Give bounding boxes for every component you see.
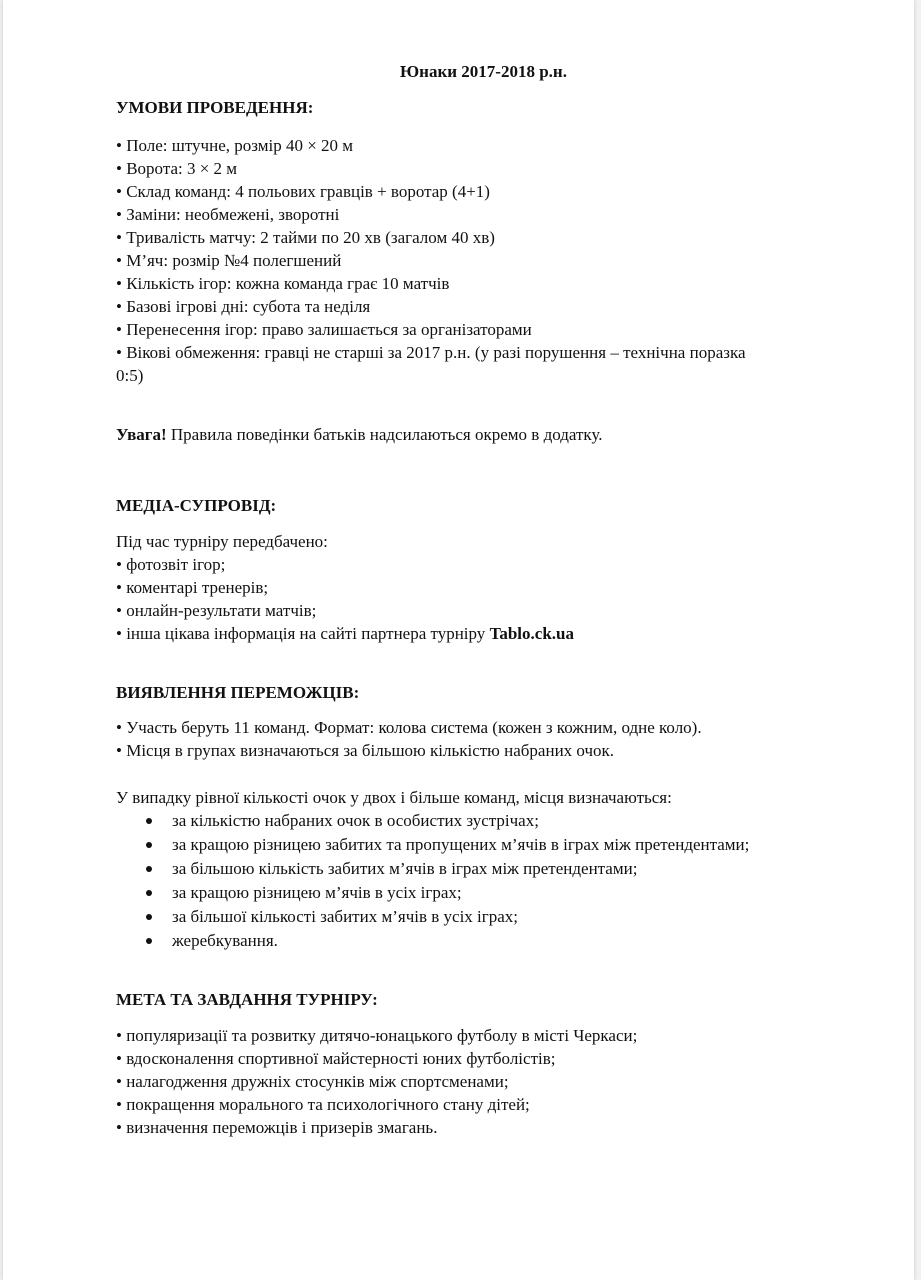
conditions-item: • Ворота: 3 × 2 м	[116, 159, 238, 178]
tiebreak-item: за більшою кількість забитих м’ячів в іграх між претендентами;	[172, 859, 638, 878]
conditions-item: • Кількість ігор: кожна команда грає 10 матчів	[116, 274, 450, 293]
media-item: • онлайн-результати матчів;	[116, 601, 317, 620]
tiebreak-item: за більшої кількості забитих м’ячів в усіх іграх;	[172, 907, 519, 926]
goals-heading: МЕТА ТА ЗАВДАННЯ ТУРНІРУ:	[116, 990, 378, 1009]
document-page	[3, 0, 914, 1280]
goals-item: • визначення переможців і призерів змагань.	[116, 1118, 438, 1137]
notice-label: Увага!	[116, 425, 167, 444]
conditions-item: • Склад команд: 4 польових гравців + воротар (4+1)	[116, 182, 490, 201]
conditions-item: • Тривалість матчу: 2 тайми по 20 хв (загалом 40 хв)	[116, 228, 495, 247]
conditions-item: • Вікові обмеження: гравці не старші за 2017 р.н. (у разі порушення – технічна поразка	[116, 343, 746, 362]
tiebreak-item: за кращою різницею забитих та пропущених м’ячів в іграх між претендентами;	[172, 835, 750, 854]
winners-item: • Місця в групах визначаються за більшою кількістю набраних очок.	[116, 741, 615, 760]
winners-heading: ВИЯВЛЕННЯ ПЕРЕМОЖЦІВ:	[116, 683, 360, 702]
conditions-heading: УМОВИ ПРОВЕДЕННЯ:	[116, 98, 314, 117]
goals-item: • налагодження дружніх стосунків між спортсменами;	[116, 1072, 509, 1091]
partner-site-link[interactable]: Tablo.ck.ua	[489, 624, 574, 643]
goals-item: • вдосконалення спортивної майстерності юних футболістів;	[116, 1049, 556, 1068]
goals-item: • покращення морального та психологічного стану дітей;	[116, 1095, 530, 1114]
media-item: • коментарі тренерів;	[116, 578, 269, 597]
media-item	[116, 622, 574, 645]
bullet-dot	[146, 914, 152, 920]
bullet-dot	[146, 818, 152, 824]
winners-item: • Участь беруть 11 команд. Формат: колова система (кожен з кожним, одне коло).	[116, 718, 702, 737]
conditions-item-continuation: 0:5)	[116, 366, 144, 385]
tiebreak-item: за кількістю набраних очок в особистих зустрічах;	[172, 811, 539, 830]
conditions-item: • Перенесення ігор: право залишається за організаторами	[116, 320, 532, 339]
media-heading: МЕДІА-СУПРОВІД:	[116, 496, 277, 515]
bullet-dot	[146, 890, 152, 896]
tiebreak-item: жеребкування.	[172, 931, 278, 950]
conditions-item: • М’яч: розмір №4 полегшений	[116, 251, 342, 270]
conditions-item: • Поле: штучне, розмір 40 × 20 м	[116, 136, 354, 155]
bullet-dot	[146, 842, 152, 848]
bullet-dot	[146, 866, 152, 872]
conditions-item: • Базові ігрові дні: субота та неділя	[116, 297, 371, 316]
goals-item: • популяризації та розвитку дитячо-юнацького футболу в місті Черкаси;	[116, 1026, 638, 1045]
media-item-text: • інша цікава інформація на сайті партнера турніру	[116, 624, 490, 643]
bullet-dot	[146, 938, 152, 944]
tiebreak-item: за кращою різницею м’ячів в усіх іграх;	[172, 883, 462, 902]
tiebreak-intro: У випадку рівної кількості очок у двох і більше команд, місця визначаються:	[116, 788, 672, 807]
notice	[116, 423, 603, 446]
conditions-item: • Заміни: необмежені, зворотні	[116, 205, 340, 224]
notice-text: Правила поведінки батьків надсилаються окремо в додатку.	[166, 425, 603, 444]
media-item: • фотозвіт ігор;	[116, 555, 226, 574]
media-intro: Під час турніру передбачено:	[116, 532, 328, 551]
document-title: Юнаки 2017-2018 р.н.	[400, 62, 567, 81]
